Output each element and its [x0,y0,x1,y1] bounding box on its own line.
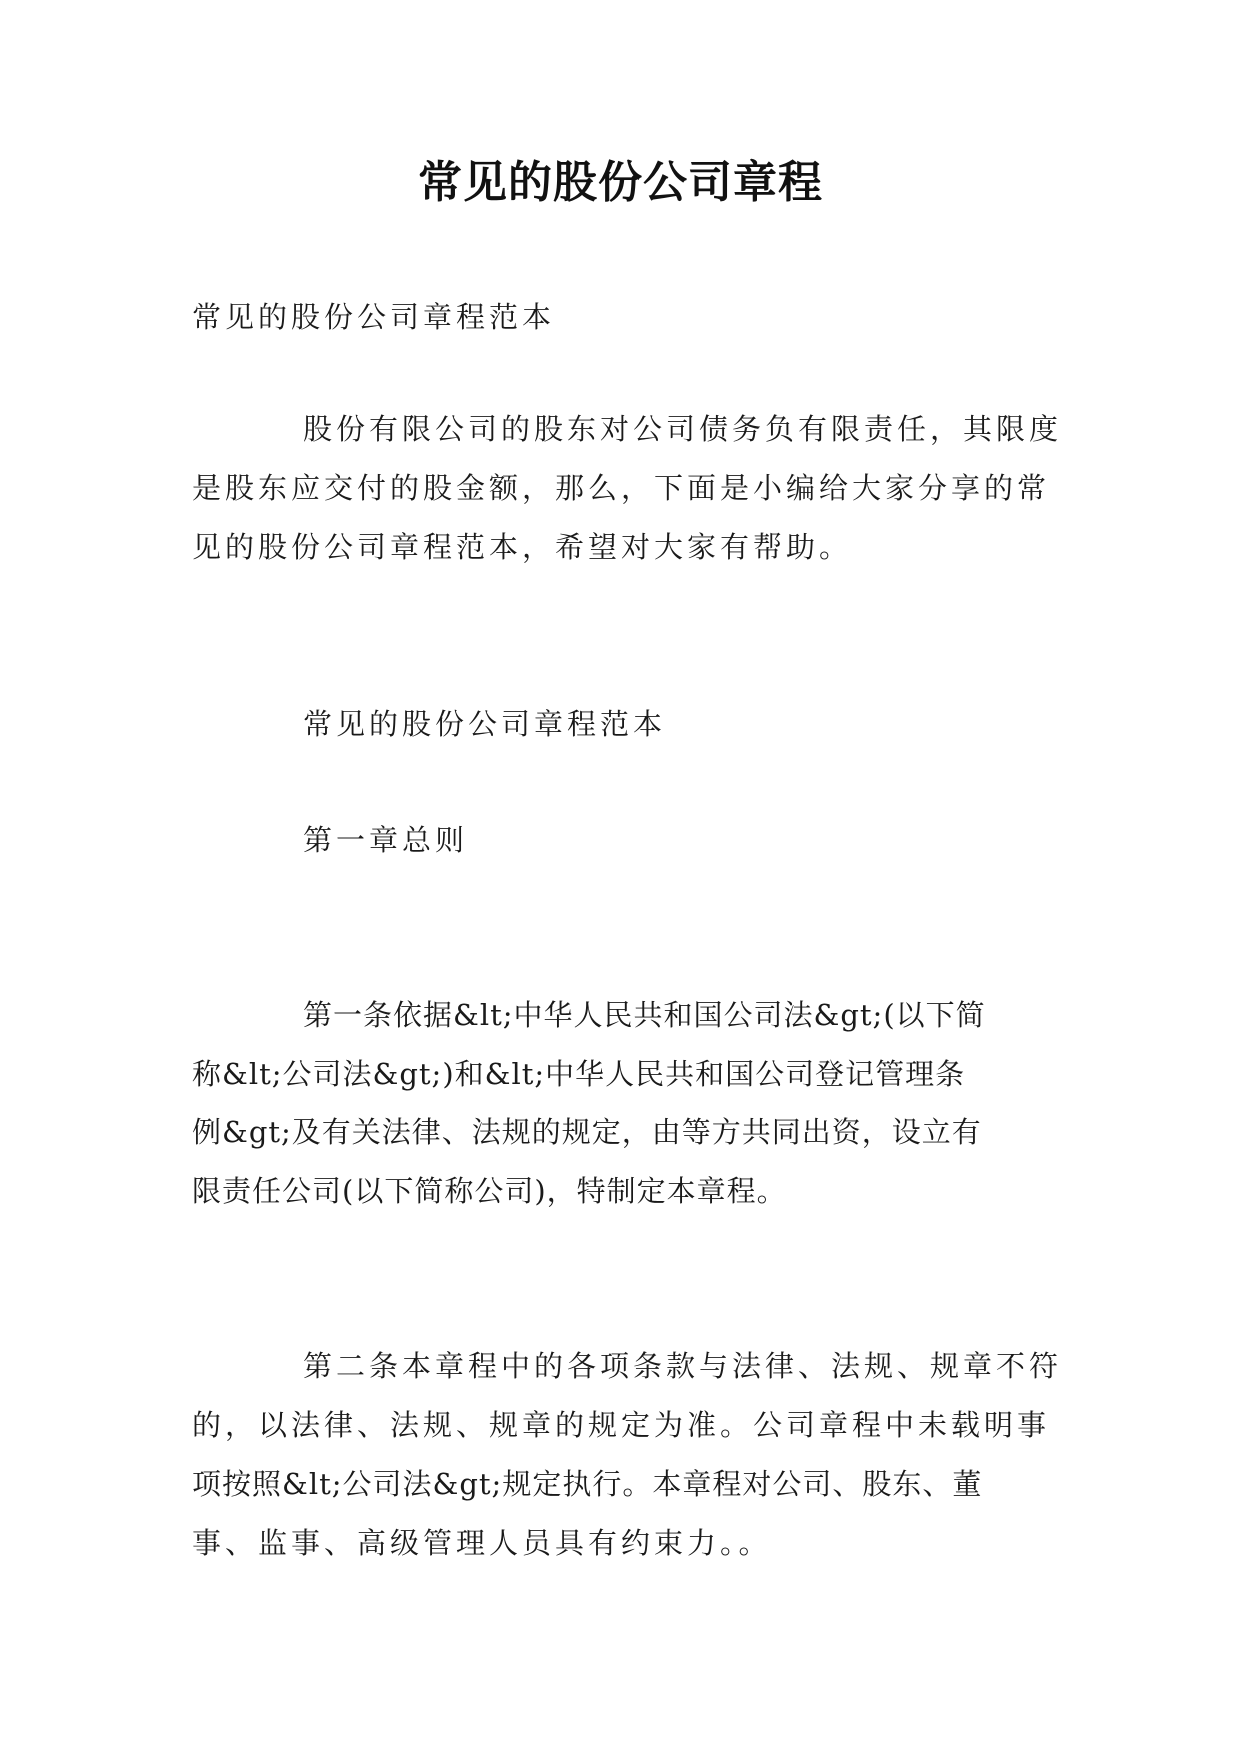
article-line: 限责任公司(以下简称公司)，特制定本章程。 [192,1174,787,1208]
article-line: 第二条本章程中的各项条款与法律、法规、规章不符 [303,1349,1063,1383]
section-title: 常见的股份公司章程范本 [303,707,667,741]
document-subtitle: 常见的股份公司章程范本 [192,300,556,334]
article-line: 项按照&lt;公司法&gt;规定执行。本章程对公司、股东、董 [192,1467,983,1501]
article-line: 例&gt;及有关法律、法规的规定，由等方共同出资，设立有 [192,1115,982,1149]
intro-line: 是股东应交付的股金额，那么，下面是小编给大家分享的常 [192,471,1051,505]
article-line: 的，以法律、法规、规章的规定为准。公司章程中未载明事 [192,1408,1051,1442]
chapter-title: 第一章总则 [303,823,469,857]
intro-line: 见的股份公司章程范本，希望对大家有帮助。 [192,530,853,564]
intro-line: 股份有限公司的股东对公司债务负有限责任，其限度 [303,412,1063,446]
document-title: 常见的股份公司章程 [418,157,823,208]
article-line: 称&lt;公司法&gt;)和&lt;中华人民共和国公司登记管理条 [192,1057,966,1091]
article-line: 第一条依据&lt;中华人民共和国公司法&gt;(以下简 [303,998,986,1032]
article-line: 事、监事、高级管理人员具有约束力。。 [192,1526,772,1560]
